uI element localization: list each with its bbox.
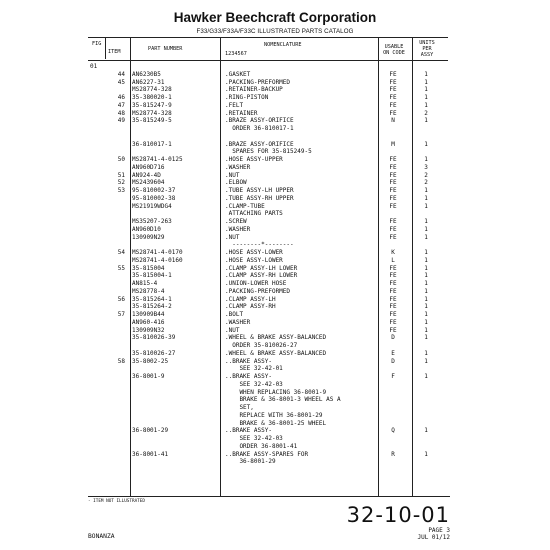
chapter-number: 32-10-01 [346,503,450,527]
part-number-cell: 36-8001-29 [132,427,169,435]
nomenclature-cell: ..BRAKE ASSY- [225,357,272,365]
item-cell: 56 [117,295,125,303]
nomenclature-cell: .CLAMP ASSY-LH LOWER [225,264,298,272]
item-cell: 58 [117,357,125,365]
nomenclature-cell: .CLAMP ASSY-RH [225,303,276,311]
part-number-cell: 36-8001-9 [132,373,165,380]
part-number-cell: 35-810026-39 [132,334,176,342]
part-number-cell: 35-8002-25 [132,357,169,365]
units-per-assy-cell: 1 [424,218,428,225]
nomenclature-cell: SEE 32-42-03 [225,380,283,388]
units-per-assy-cell: 1 [424,187,428,194]
usable-on-code-cell: FE [389,303,397,311]
units-per-assy-cell: 1 [424,450,428,458]
units-per-assy-cell: 1 [424,272,428,280]
usable-on-code-cell: D [391,334,395,342]
nomenclature-cell: .HOSE ASSY-LOWER [225,249,283,256]
table-row [88,249,450,257]
nomenclature-cell: .GASKET [225,70,251,78]
company-title: Hawker Beechcraft Corporation [173,10,377,25]
part-number-cell: AN815-4 [132,280,158,287]
item-cell: 48 [117,109,125,117]
usable-on-code-cell: FE [389,94,397,101]
units-per-assy-cell: 1 [424,295,428,303]
table-row [88,319,450,327]
units-per-assy-cell: 1 [424,303,428,311]
units-per-assy-cell: 1 [424,202,428,210]
table-row [88,396,450,404]
usable-on-code-cell: FE [389,109,397,117]
part-number-cell: MS28778-4 [132,287,165,295]
nomenclature-cell: ATTACHING PARTS [225,210,283,218]
part-number-cell: MS28741-4-0160 [132,256,183,264]
units-per-assy-cell: 2 [424,179,428,187]
nomenclature-cell: .RETAINER [225,109,258,117]
units-per-assy-cell: 1 [424,357,428,365]
usable-on-code-cell: E [391,349,395,357]
units-per-assy-cell: 1 [424,318,428,326]
units-per-assy-cell: 2 [424,109,428,117]
usable-on-code-cell: FE [389,187,397,194]
table-row [88,451,450,459]
usable-on-code-cell: FE [389,179,397,187]
table-row [88,94,450,102]
table-row [88,327,450,335]
table-row [88,296,450,304]
usable-on-code-cell: M [391,140,395,148]
part-number-cell: AN924-4D [132,171,161,179]
col-item: ITEM [108,49,121,55]
units-per-assy-cell: 1 [424,334,428,342]
table-row [88,265,450,273]
item-cell: 54 [117,249,125,256]
table-row [88,110,450,118]
nomenclature-cell: ORDER 36-8001-41 [225,442,298,450]
part-number-cell: 35-815264-1 [132,295,172,303]
units-per-assy-cell: 1 [424,101,428,109]
usable-on-code-cell: FE [389,171,397,179]
table-row [88,195,450,203]
table-row [88,257,450,265]
nomenclature-cell: --------*-------- [225,241,294,249]
usable-on-code-cell: F [391,373,395,380]
nomenclature-cell: .BOLT [225,311,244,318]
item-cell: 52 [117,179,125,187]
part-number-cell: 36-8001-41 [132,450,169,458]
item-cell: 53 [117,187,125,194]
table-row [88,164,450,172]
units-per-assy-cell: 1 [424,249,428,256]
part-number-cell: 35-380020-1 [132,94,172,101]
nomenclature-cell: .WHEEL & BRAKE ASSY-BALANCED [225,349,327,357]
usable-on-code-cell: FE [389,287,397,295]
usable-on-code-cell: FE [389,101,397,109]
units-per-assy-cell: 1 [424,70,428,78]
col-nomenclature: NOMENCLATURE [264,42,302,48]
nomenclature-cell: BRAKE & 36-8001-3 WHEEL AS A [225,396,341,404]
parts-table [88,63,450,466]
units-per-assy-cell: 1 [424,86,428,94]
usable-on-code-cell: Q [391,427,395,435]
nomenclature-cell: 36-8001-29 [225,458,276,466]
units-per-assy-cell: 1 [424,373,428,380]
nomenclature-cell: ..BRAKE ASSY- [225,373,272,380]
part-number-cell: MS21919WDG4 [132,202,172,210]
usable-on-code-cell: FE [389,194,397,202]
usable-on-code-cell: FE [389,86,397,94]
usable-on-code-cell: FE [389,163,397,171]
usable-on-code-cell: K [391,249,395,256]
table-row [88,389,450,397]
units-per-assy-cell: 1 [424,140,428,148]
col-units-3: ASSY [420,52,434,58]
nomenclature-cell: .WHEEL & BRAKE ASSY-BALANCED [225,334,327,342]
units-per-assy-cell: 1 [424,256,428,264]
usable-on-code-cell: FE [389,225,397,233]
table-row [88,334,450,342]
item-cell: 47 [117,101,125,109]
footnote: - ITEM NOT ILLUSTRATED [88,499,145,504]
part-number-cell: 35-815004-1 [132,272,172,280]
part-number-cell: 35-815249-5 [132,117,172,125]
usable-on-code-cell: FE [389,311,397,318]
col-units-1: UNITS [419,40,435,46]
nomenclature-cell: .ELBOW [225,179,247,187]
part-number-cell: AN6227-31 [132,78,165,86]
part-number-cell: AN960-416 [132,318,165,326]
nomenclature-cell: .BRAZE ASSY-ORIFICE [225,117,294,125]
nomenclature-cell: .HOSE ASSY-UPPER [225,156,283,163]
part-number-cell: 130909N32 [132,326,165,334]
table-row [88,358,450,366]
usable-on-code-cell: FE [389,202,397,210]
col-usable-1: USABLE [384,44,404,50]
table-row [88,350,450,358]
item-cell: 46 [117,94,125,101]
nomenclature-cell: BRAKE & 36-8001-25 WHEEL [225,419,327,427]
units-per-assy-cell: 1 [424,287,428,295]
table-header [88,37,448,61]
part-number-cell: 35-815264-2 [132,303,172,311]
item-cell: 49 [117,117,125,125]
table-bottom-rule [88,496,450,497]
usable-on-code-cell: FE [389,218,397,225]
nomenclature-cell: SPARES FOR 35-815249-5 [225,148,312,156]
table-row [88,71,450,79]
col-part-number: PART NUMBER [148,46,183,52]
table-row [88,156,450,164]
table-row [88,280,450,288]
units-per-assy-cell: 1 [424,117,428,125]
table-row [88,102,450,110]
item-cell: 45 [117,78,125,86]
table-row [88,443,450,451]
nomenclature-cell: .FELT [225,101,244,109]
nomenclature-cell: SEE 32-42-03 [225,435,283,442]
table-row [88,420,450,428]
usable-on-code-cell: FE [389,70,397,78]
table-row [88,179,450,187]
units-per-assy-cell: 1 [424,349,428,357]
table-row [88,342,450,350]
part-number-cell: 36-810017-1 [132,140,172,148]
item-cell: 55 [117,264,125,272]
col-indent-scale: 1234567 [225,51,247,57]
table-row [88,311,450,319]
units-per-assy-cell: 1 [424,156,428,163]
nomenclature-cell: .NUT [225,233,240,241]
part-number-cell: 35-815247-9 [132,101,172,109]
table-row [88,218,450,226]
usable-on-code-cell: FE [389,272,397,280]
nomenclature-cell: .RETAINER-BACKUP [225,86,283,94]
col-units-2: PER [422,46,432,52]
part-number-cell: MS28774-328 [132,86,172,94]
part-number-cell: MS28741-4-0170 [132,249,183,256]
item-cell: 44 [117,70,125,78]
units-per-assy-cell: 1 [424,194,428,202]
catalog-subtitle: F33/G33/F33A/F33C ILLUSTRATED PARTS CATALOG [196,28,354,35]
nomenclature-cell: .CLAMP ASSY-RH LOWER [225,272,298,280]
nomenclature-cell: .TUBE ASSY-LH UPPER [225,187,294,194]
revision-date: JUL 01/12 [417,534,450,541]
usable-on-code-cell: FE [389,233,397,241]
aircraft-model: BONANZA [88,533,115,540]
table-row [88,86,450,94]
usable-on-code-cell: FE [389,280,397,287]
fig-cell: 01 [90,63,98,70]
nomenclature-cell: .UNION-LOWER HOSE [225,280,287,287]
nomenclature-cell: SEE 32-42-01 [225,365,283,373]
units-per-assy-cell: 3 [424,163,428,171]
nomenclature-cell: .CLAMP-TUBE [225,202,265,210]
divider-fig [105,37,106,59]
usable-on-code-cell: R [391,450,395,458]
usable-on-code-cell: FE [389,156,397,163]
page-info [380,527,450,541]
nomenclature-cell: .CLAMP ASSY-LH [225,295,276,303]
table-row [88,435,450,443]
table-row [88,63,450,71]
table-row [88,365,450,373]
units-per-assy-cell: 1 [424,233,428,241]
nomenclature-cell: .RING-PISTON [225,94,269,101]
page-number: PAGE 3 [428,527,450,534]
part-number-cell: AN960D10 [132,225,161,233]
part-number-cell: 95-810002-37 [132,187,176,194]
nomenclature-cell: REPLACE WITH 36-8001-29 [225,411,323,419]
units-per-assy-cell: 1 [424,225,428,233]
nomenclature-cell: .WASHER [225,163,251,171]
table-row [88,381,450,389]
part-number-cell: 95-810002-38 [132,194,176,202]
item-cell: 57 [117,311,125,318]
table-row [88,373,450,381]
item-cell: 51 [117,171,125,179]
table-row [88,187,450,195]
usable-on-code-cell: N [391,117,395,125]
part-number-cell: 35-815004 [132,264,165,272]
units-per-assy-cell: 1 [424,427,428,435]
nomenclature-cell: .WASHER [225,225,251,233]
table-row [88,210,450,218]
table-row [88,133,450,141]
nomenclature-cell: ..BRAKE ASSY- [225,427,272,435]
usable-on-code-cell: FE [389,78,397,86]
part-number-cell: 130909N29 [132,233,165,241]
nomenclature-cell: .PACKING-PREFORMED [225,78,291,86]
table-row [88,203,450,211]
units-per-assy-cell: 1 [424,94,428,101]
part-number-cell: MS28741-4-0125 [132,156,183,163]
nomenclature-cell: ORDER 35-810026-27 [225,342,298,349]
usable-on-code-cell: L [391,256,395,264]
part-number-cell: AN6230B5 [132,70,161,78]
part-number-cell: MS28774-328 [132,109,172,117]
part-number-cell: AN960D716 [132,163,165,171]
units-per-assy-cell: 1 [424,280,428,287]
table-row [88,272,450,280]
usable-on-code-cell: D [391,357,395,365]
table-row [88,226,450,234]
usable-on-code-cell: FE [389,264,397,272]
table-row [88,172,450,180]
table-row [88,458,450,466]
part-number-cell: 35-810026-27 [132,349,176,357]
units-per-assy-cell: 1 [424,264,428,272]
nomenclature-cell: .NUT [225,326,240,334]
units-per-assy-cell: 2 [424,171,428,179]
nomenclature-cell: .NUT [225,171,240,179]
table-row [88,404,450,412]
units-per-assy-cell: 1 [424,326,428,334]
item-cell: 50 [117,156,125,163]
table-row [88,303,450,311]
units-per-assy-cell: 1 [424,311,428,318]
nomenclature-cell: .HOSE ASSY-LOWER [225,256,283,264]
part-number-cell: MS35207-263 [132,218,172,225]
nomenclature-cell: .BRAZE ASSY-ORIFICE [225,140,294,148]
usable-on-code-cell: FE [389,295,397,303]
table-row [88,427,450,435]
nomenclature-cell: ..BRAKE ASSY-SPARES FOR [225,450,309,458]
col-fig: FIG [92,41,102,47]
nomenclature-cell: .WASHER [225,318,251,326]
table-row [88,117,450,125]
nomenclature-cell: ORDER 36-810017-1 [225,125,294,132]
table-row [88,79,450,87]
nomenclature-cell: .PACKING-PREFORMED [225,287,291,295]
table-row [88,141,450,149]
usable-on-code-cell: FE [389,318,397,326]
units-per-assy-cell: 1 [424,78,428,86]
nomenclature-cell: SET, [225,404,254,411]
usable-on-code-cell: FE [389,326,397,334]
table-row [88,125,450,133]
part-number-cell: MS2439604 [132,179,165,187]
nomenclature-cell: WHEN REPLACING 36-8001-9 [225,388,327,396]
table-row [88,288,450,296]
nomenclature-cell: .SCREW [225,218,247,225]
table-row [88,148,450,156]
table-row [88,234,450,242]
table-row [88,241,450,249]
nomenclature-cell: .TUBE ASSY-RH UPPER [225,194,294,202]
part-number-cell: 130909B44 [132,311,165,318]
table-row [88,412,450,420]
col-usable-2: ON CODE [383,50,405,56]
